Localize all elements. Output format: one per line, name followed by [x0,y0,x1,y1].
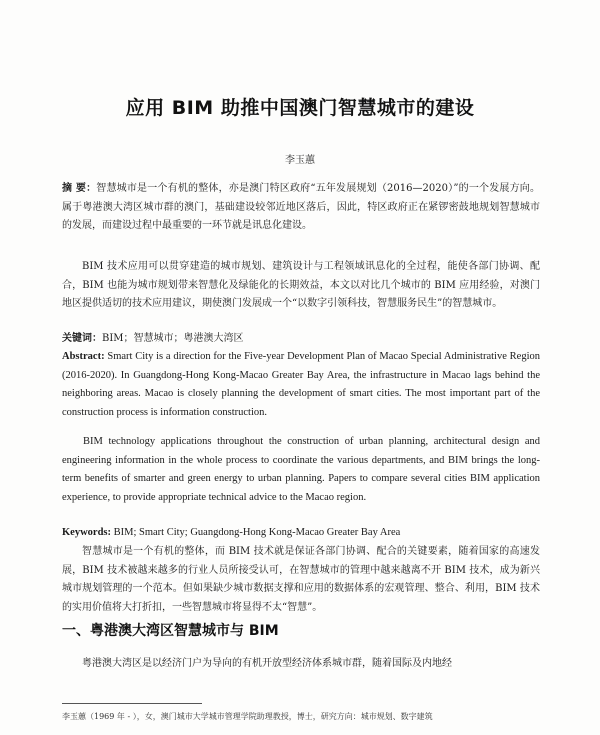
abstract-en [62,348,540,422]
section-heading: 一、粤港澳大湾区智慧城市与 BIM [62,623,279,639]
keywords-cn-label: 关键词： [62,333,102,344]
footnote-divider [62,703,202,704]
keywords-en-label: Keywords: [62,527,111,538]
abstract-en-text: Smart City is a direction for the Five-year Development Plan of Macao Special Administrative Region (2016-2020). In Guangdong-Hong Kong-Macao Greater Bay Area, the infrastructure in Macao lags behind the neighboring areas. Macao is closely planning the development of smart cities. The most important part of the construction process is information construction. [62,351,540,418]
abstract-cn-text: 智慧城市是一个有机的整体，亦是澳门特区政府“五年发展规划（2016—2020）”的一个发展方向。属于粤港澳大湾区城市群的澳门，基础建设较邻近地区落后，因此，特区政府正在紧锣密鼓地规划智慧城市的发展，而建设过程中最重要的一环节就是讯息化建设。 [62,183,540,231]
keywords-cn-text: BIM；智慧城市；粤港澳大湾区 [102,333,244,344]
abstract-cn [62,180,540,236]
keywords-en [62,524,540,543]
author-name: 李玉蕙 [285,155,315,166]
keywords-cn [62,330,540,349]
author-footnote: 李玉蕙（1969 年 - ），女，澳门城市大学城市管理学院助理教授，博士，研究方向：城市规划、数字建筑 [62,712,433,721]
abstract-en-label: Abstract: [62,351,105,362]
keywords-en-text: BIM; Smart City; Guangdong-Hong Kong-Macao Greater Bay Area [111,527,401,538]
section-body-start: 粤港澳大湾区是以经济门户为导向的有机开放型经济体系城市群，随着国际及内地经 [82,658,452,669]
body-paragraph: 智慧城市是一个有机的整体，而 BIM 技术就是保证各部门协调、配合的关键要素，随着国家的高速发展，BIM 技术被越来越多的行业人员所接受认可，在智慧城市的管理中越来越离不开 BIM 技术，成为新兴城市规划管理的一个范本。但如果缺少城市数据支撑和应用的数据体系的宏观管理、整合、利用，BIM 技术的实用价值将大打折扣，一些智慧城市将显得不太“智慧”。 [62,546,540,613]
abstract-en-para2: BIM technology applications throughout the construction of urban planning, architectural design and engineering information in the whole process to coordinate the various departments, and BIM brings the long-term benefits of smarter and green energy to urban planning. Papers to compare several cities BIM application experience, to provide appropriate technical advice to the Macao region. [62,436,540,503]
abstract-cn-para2: BIM 技术应用可以贯穿建造的城市规划、建筑设计与工程领域讯息化的全过程，能使各部门协调、配合，BIM 也能为城市规划带来智慧化及绿能化的长期效益，本文以对比几个城市的 BIM 应用经验，对澳门地区提供适切的技术应用建议，期使澳门发展成一个“以数字引领科技，智慧服务民生”的智慧城市。 [62,261,540,309]
paper-title: 应用 BIM 助推中国澳门智慧城市的建设 [125,97,475,119]
abstract-cn-label: 摘 要： [62,183,97,194]
